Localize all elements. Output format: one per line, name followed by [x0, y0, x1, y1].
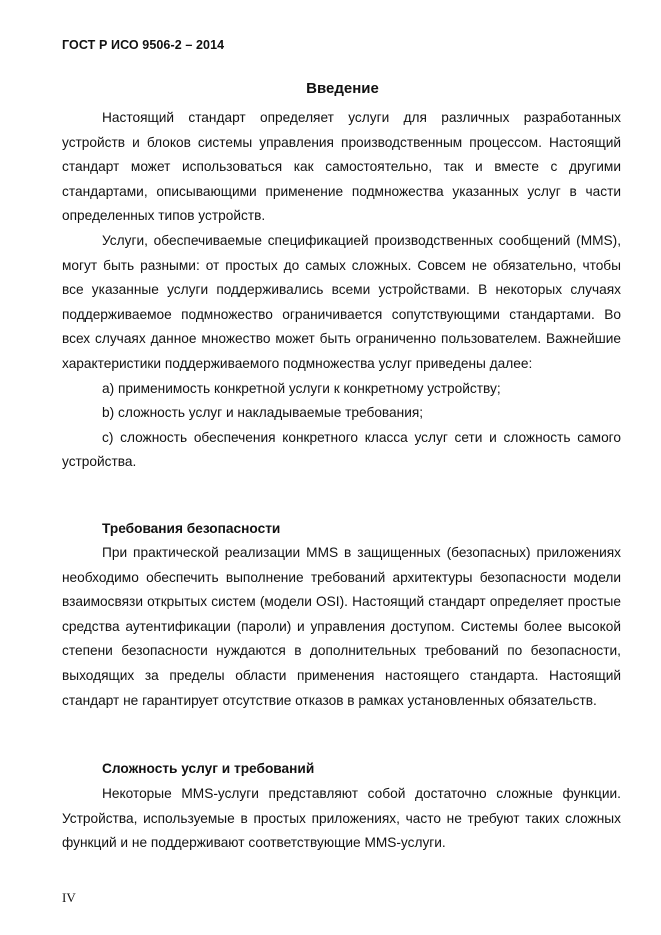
page-title: Введение [306, 80, 379, 97]
complexity-section [62, 782, 621, 856]
list-item-c: c) сложность обеспечения конкретного класса услуг сети и сложность самого устройства. [62, 429, 621, 470]
security-heading: Требования безопасности [102, 521, 281, 536]
complexity-heading: Сложность услуг и требований [102, 761, 315, 776]
page-number: IV [62, 890, 76, 905]
complexity-paragraph: Некоторые MMS-услуги представляют собой достаточно сложные функции. Устройства, используемые в простых приложениях, часто не требуют таких сложных функций и не поддерживают соответствующие MMS-услуги. [62, 786, 621, 851]
intro-section [62, 106, 621, 475]
intro-paragraph: Настоящий стандарт определяет услуги для различных разработанных устройств и блоков системы управления производственным процессом. Настоящий стандарт может использоваться как самостоятельно, так и вместе с другими стандартами, описывающими применение подмножества указанных услуг в части определенных типов устройств. [62, 110, 621, 224]
security-paragraph: При практической реализации MMS в защищенных (безопасных) приложениях необходимо обеспечить выполнение требований архитектуры безопасности модели взаимосвязи открытых систем (модели OSI). Настоящий стандарт определяет простые средства аутентификации (пароли) и управления доступом. Системы более высокой степени безопасности нуждаются в дополнительных требований по безопасности, выходящих за пределы области применения настоящего стандарта. Настоящий стандарт не гарантирует отсутствие отказов в рамках установленных обязательств. [62, 545, 621, 708]
intro-paragraph: Услуги, обеспечиваемые спецификацией производственных сообщений (MMS), могут быть разными: от простых до самых сложных. Совсем не обязательно, чтобы все указанные услуги поддерживались всеми устройствами. В некоторых случаях поддерживаемое подмножество ограничивается сопутствующими стандартами. Во всех случаях данное множество может быть ограниченно пользователем. Важнейшие характеристики поддерживаемого подмножества услуг приведены далее: [62, 232, 621, 371]
security-section [62, 541, 621, 713]
document-header: ГОСТ Р ИСО 9506-2 – 2014 [62, 38, 225, 52]
list-item-b: b) сложность услуг и накладываемые требования; [102, 405, 424, 421]
list-item-a: a) применимость конкретной услуги к конкретному устройству; [102, 380, 501, 396]
